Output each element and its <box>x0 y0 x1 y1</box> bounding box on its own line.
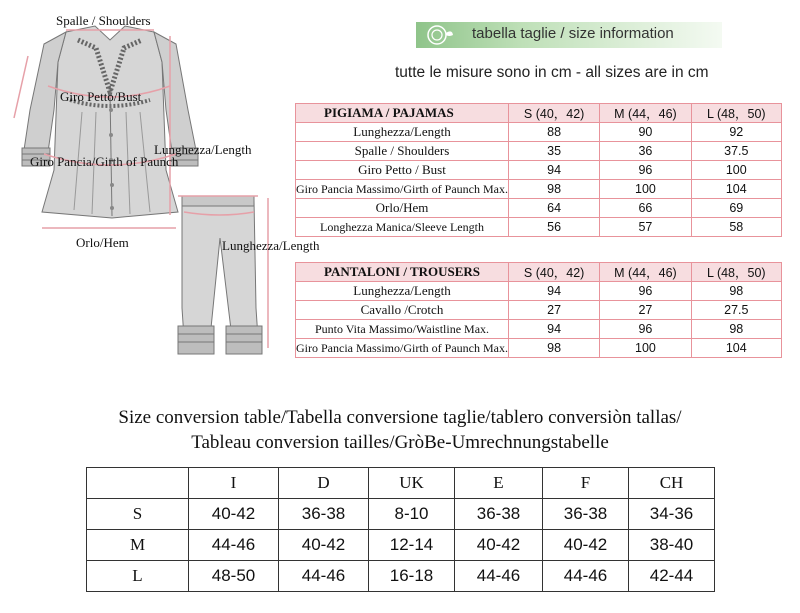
table-cell: 58 <box>691 218 781 237</box>
table-cell: 96 <box>600 320 691 339</box>
label-paunch: Giro Pancia/Girth of Paunch <box>30 154 179 169</box>
table-header-cell: S (40，42) <box>508 263 599 282</box>
table-cell: 37.5 <box>691 142 781 161</box>
table-cell: 27.5 <box>691 301 781 320</box>
row-label: L <box>87 561 189 592</box>
table-header-cell: S (40，42) <box>508 104 599 123</box>
table-cell: 36-38 <box>279 499 369 530</box>
table-header-row <box>296 263 782 282</box>
table-header-cell: L (48，50) <box>691 263 781 282</box>
table-cell: 36-38 <box>455 499 543 530</box>
banner-title: tabella taglie / size information <box>472 25 674 42</box>
table-cell: 90 <box>600 123 691 142</box>
size-info-banner <box>416 22 722 48</box>
table-cell: 88 <box>508 123 599 142</box>
table-cell: 12-14 <box>369 530 455 561</box>
table-row <box>296 218 782 237</box>
table-header-cell: PIGIAMA / PAJAMAS <box>296 104 509 123</box>
table-row <box>296 142 782 161</box>
table-row <box>296 161 782 180</box>
table-cell: 94 <box>508 282 599 301</box>
table-cell: 98 <box>508 339 599 358</box>
table-cell: 92 <box>691 123 781 142</box>
row-label: S <box>87 499 189 530</box>
table-cell: 96 <box>600 161 691 180</box>
table-header-cell: D <box>279 468 369 499</box>
conversion-title-line-1: Size conversion table/Tabella conversione taglie/tablero conversiòn tallas/ <box>118 407 682 428</box>
table-header-cell: M (44，46) <box>600 263 691 282</box>
table-cell: 98 <box>508 180 599 199</box>
units-note: tutte le misure sono in cm - all sizes are in cm <box>395 64 709 81</box>
table-cell: 69 <box>691 199 781 218</box>
row-label: M <box>87 530 189 561</box>
table-cell: 94 <box>508 320 599 339</box>
table-cell: 56 <box>508 218 599 237</box>
table-cell: 98 <box>691 282 781 301</box>
table-cell: 40-42 <box>279 530 369 561</box>
table-cell: 44-46 <box>455 561 543 592</box>
label-shoulders: Spalle / Shoulders <box>56 13 151 28</box>
table-cell: 36-38 <box>543 499 629 530</box>
table-row <box>87 530 715 561</box>
size-conversion-table <box>86 467 715 592</box>
table-cell: 27 <box>600 301 691 320</box>
table-cell: 44-46 <box>279 561 369 592</box>
table-cell: 100 <box>600 180 691 199</box>
trousers-size-table <box>295 262 782 358</box>
table-header-cell: F <box>543 468 629 499</box>
row-label: Giro Pancia Massimo/Girth of Paunch Max. <box>296 180 509 199</box>
table-row <box>296 180 782 199</box>
table-cell: 8-10 <box>369 499 455 530</box>
label-bust: Giro Petto/Bust <box>60 89 142 104</box>
table-header-cell: CH <box>629 468 715 499</box>
table-cell: 64 <box>508 199 599 218</box>
table-cell: 66 <box>600 199 691 218</box>
row-label: Lunghezza/Length <box>296 282 509 301</box>
row-label: Giro Petto / Bust <box>296 161 509 180</box>
table-cell: 100 <box>691 161 781 180</box>
table-cell: 42-44 <box>629 561 715 592</box>
row-label: Giro Pancia Massimo/Girth of Paunch Max. <box>296 339 509 358</box>
table-cell: 35 <box>508 142 599 161</box>
table-header-cell: PANTALONI / TROUSERS <box>296 263 509 282</box>
table-cell: 38-40 <box>629 530 715 561</box>
table-cell: 100 <box>600 339 691 358</box>
table-cell: 94 <box>508 161 599 180</box>
table-header-cell: M (44，46) <box>600 104 691 123</box>
table-cell: 40-42 <box>543 530 629 561</box>
table-row <box>87 561 715 592</box>
table-row <box>296 123 782 142</box>
table-cell: 96 <box>600 282 691 301</box>
table-cell: 98 <box>691 320 781 339</box>
rose-icon <box>424 23 454 47</box>
table-header-cell: UK <box>369 468 455 499</box>
table-header-cell <box>87 468 189 499</box>
table-row <box>296 301 782 320</box>
table-header-row <box>87 468 715 499</box>
table-cell: 48-50 <box>189 561 279 592</box>
table-cell: 40-42 <box>189 499 279 530</box>
table-cell: 16-18 <box>369 561 455 592</box>
table-header-cell: I <box>189 468 279 499</box>
table-row <box>87 499 715 530</box>
table-header-cell: E <box>455 468 543 499</box>
row-label: Spalle / Shoulders <box>296 142 509 161</box>
table-cell: 44-46 <box>543 561 629 592</box>
table-cell: 27 <box>508 301 599 320</box>
label-hem: Orlo/Hem <box>76 235 129 250</box>
table-cell: 104 <box>691 180 781 199</box>
row-label: Cavallo /Crotch <box>296 301 509 320</box>
table-cell: 40-42 <box>455 530 543 561</box>
table-row <box>296 339 782 358</box>
table-cell: 34-36 <box>629 499 715 530</box>
row-label: Orlo/Hem <box>296 199 509 218</box>
conversion-title-line-2: Tableau conversion tailles/GròBe-Umrechnungstabelle <box>191 432 609 453</box>
table-row <box>296 282 782 301</box>
table-row <box>296 320 782 339</box>
table-cell: 104 <box>691 339 781 358</box>
table-row <box>296 199 782 218</box>
row-label: Longhezza Manica/Sleeve Length <box>296 218 509 237</box>
table-header-row <box>296 104 782 123</box>
conversion-table-title <box>0 405 800 455</box>
table-cell: 44-46 <box>189 530 279 561</box>
table-header-cell: L (48，50) <box>691 104 781 123</box>
label-length-pants: Lunghezza/Length <box>222 238 320 253</box>
label-length-top: Lunghezza/Length <box>154 142 252 157</box>
trousers-illustration <box>170 188 280 368</box>
row-label: Punto Vita Massimo/Waistline Max. <box>296 320 509 339</box>
table-cell: 36 <box>600 142 691 161</box>
row-label: Lunghezza/Length <box>296 123 509 142</box>
pajamas-size-table <box>295 103 782 237</box>
table-cell: 57 <box>600 218 691 237</box>
